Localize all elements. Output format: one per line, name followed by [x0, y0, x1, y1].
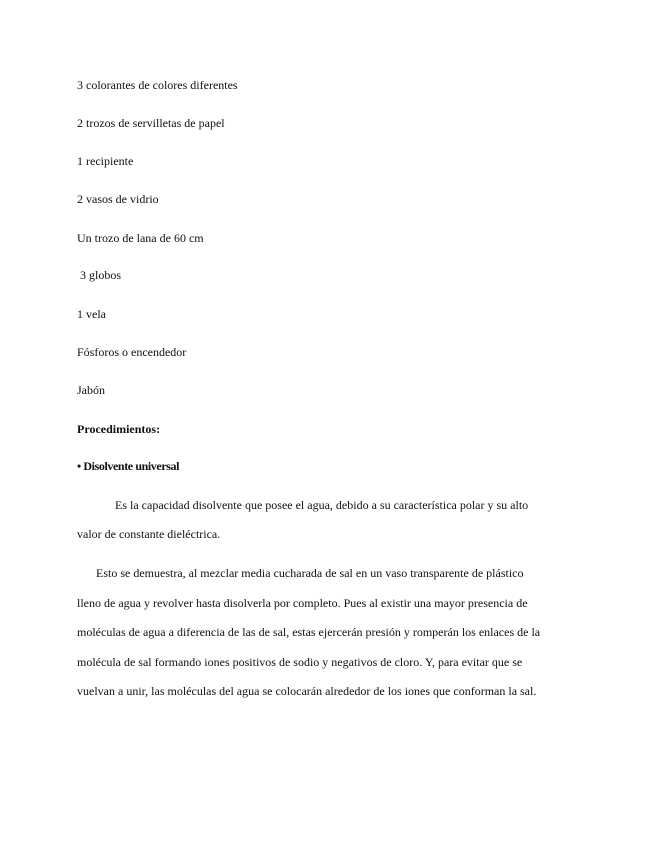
paragraph-line: vuelvan a unir, las moléculas del agua se colocarán alrededor de los iones que conforman la sal.: [77, 684, 537, 698]
paragraph-line: lleno de agua y revolver hasta disolverla por completo. Pues al existir una mayor presencia de: [77, 596, 528, 610]
paragraph-line: molécula de sal formando iones positivos de sodio y negativos de cloro. Y, para evitar que se: [77, 655, 523, 669]
material-item: 2 trozos de servilletas de papel: [77, 116, 225, 130]
material-item: 3 colorantes de colores diferentes: [77, 78, 238, 92]
paragraph-line: Es la capacidad disolvente que posee el agua, debido a su característica polar y su alto: [115, 498, 529, 512]
paragraph-line: valor de constante dieléctrica.: [77, 527, 221, 541]
material-item: 1 recipiente: [77, 154, 134, 168]
material-item: Jabón: [77, 383, 105, 397]
material-item: 1 vela: [77, 307, 106, 321]
paragraph-line: Esto se demuestra, al mezclar media cucharada de sal en un vaso transparente de plástico: [96, 566, 524, 580]
material-item: Un trozo de lana de 60 cm: [77, 231, 204, 245]
material-item: 2 vasos de vidrio: [77, 192, 159, 206]
material-item: 3 globos: [77, 268, 122, 282]
paragraph-line: moléculas de agua a diferencia de las de sal, estas ejercerán presión y romperán los enlaces de la: [77, 625, 541, 639]
procedures-heading: Procedimientos:: [77, 422, 161, 436]
section-subheading: • Disolvente universal: [77, 459, 180, 473]
material-item: Fósforos o encendedor: [77, 345, 187, 359]
